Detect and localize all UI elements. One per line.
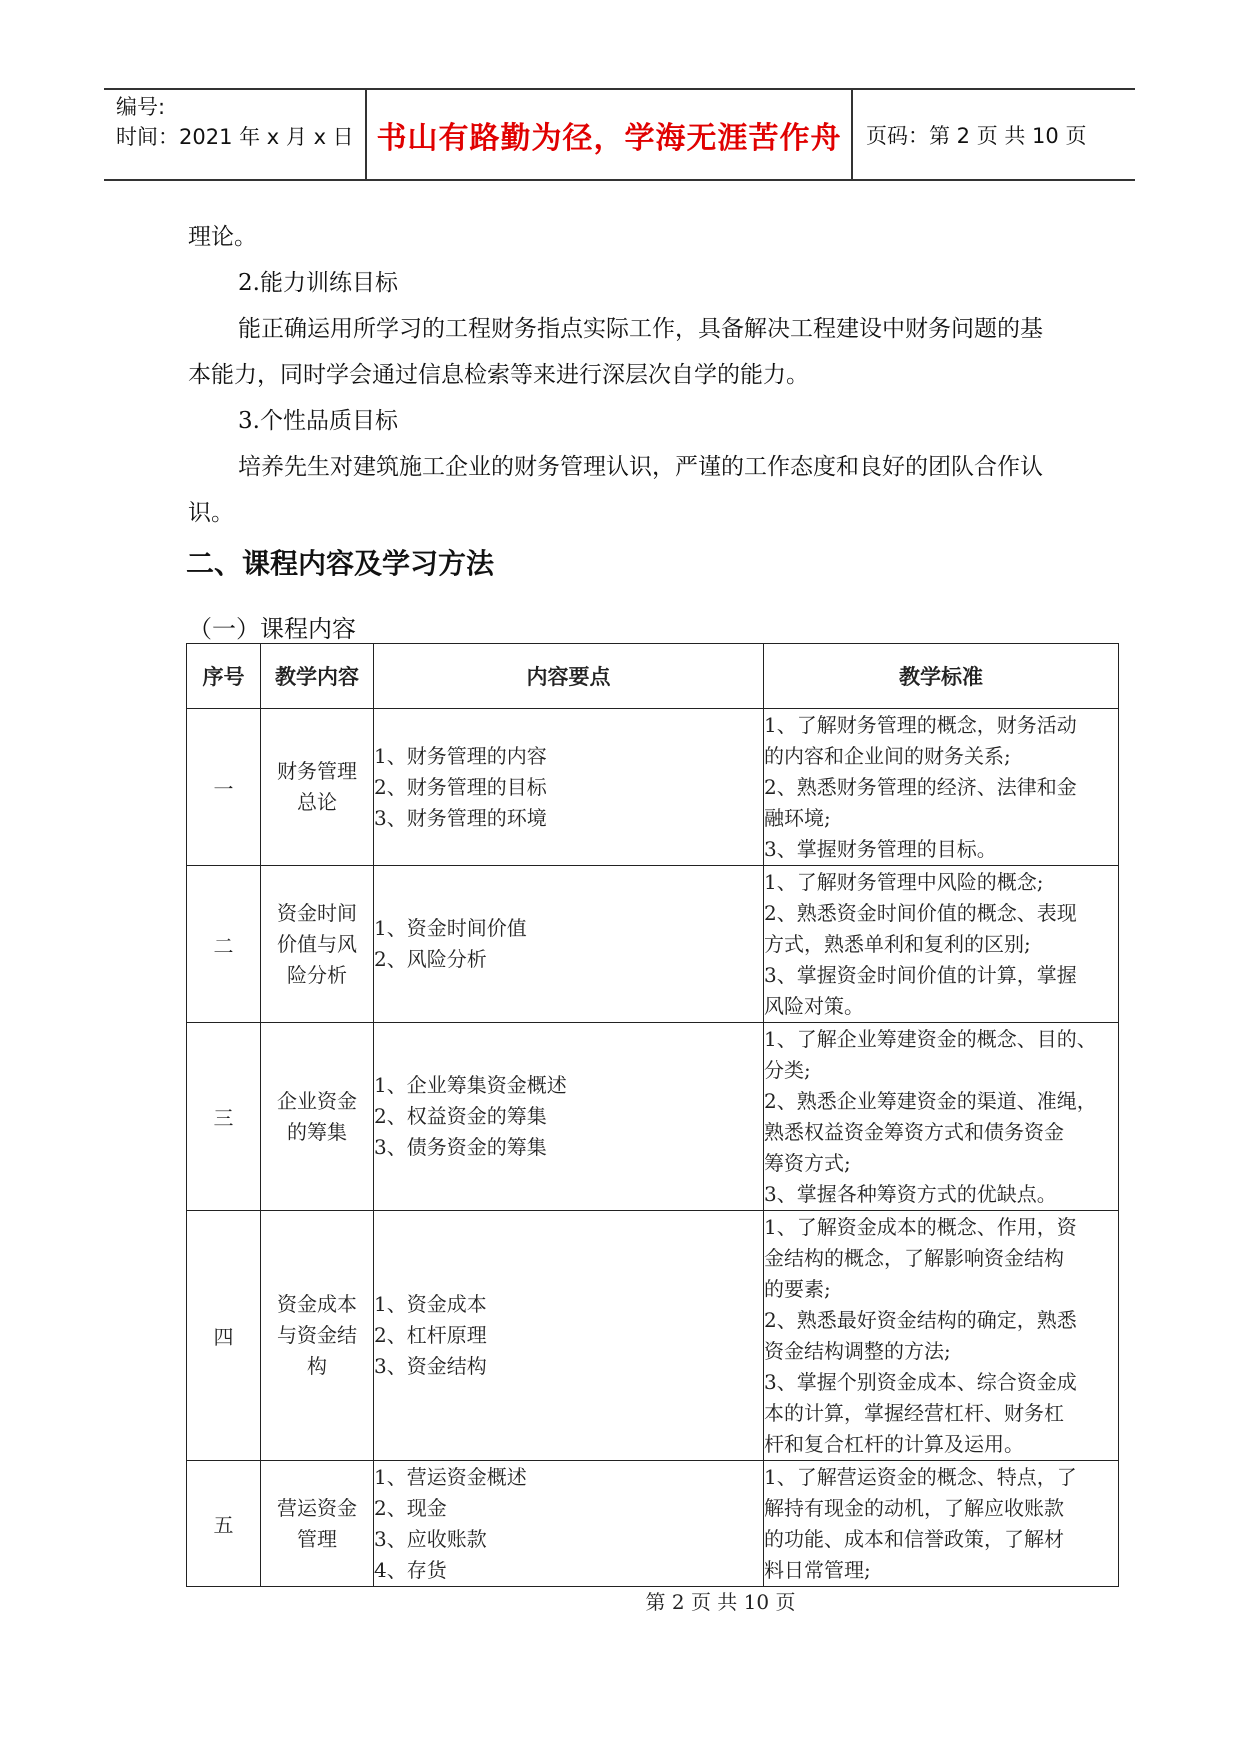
standard-line: 熟悉权益资金筹资方式和债务资金 (764, 1119, 1064, 1144)
row-number: 二 (187, 866, 261, 1023)
table-row (187, 1211, 1119, 1461)
standard-line: 风险对策。 (764, 993, 864, 1018)
standard-line: 1、了解企业筹建资金的概念、目的、 (764, 1026, 1097, 1051)
row-standards (764, 1023, 1119, 1211)
row-standards (764, 709, 1119, 866)
point-line: 4、存货 (374, 1557, 447, 1582)
standard-line: 解持有现金的动机，了解应收账款 (764, 1495, 1064, 1520)
point-line: 2、财务管理的目标 (374, 774, 547, 799)
row-number: 一 (187, 709, 261, 866)
topic-line: 资金成本 (277, 1292, 357, 1316)
standard-line: 的内容和企业间的财务关系; (764, 743, 1011, 768)
standard-line: 筹资方式; (764, 1150, 851, 1175)
paragraph-heading: 3.个性品质目标 (238, 408, 398, 434)
row-number: 三 (187, 1023, 261, 1211)
row-points (374, 709, 764, 866)
standard-line: 1、了解财务管理的概念，财务活动 (764, 712, 1077, 737)
column-header: 内容要点 (374, 644, 764, 709)
topic-line: 企业资金 (277, 1088, 357, 1113)
standard-line: 本的计算，掌握经营杠杆、财务杠 (764, 1400, 1064, 1425)
standard-line: 1、了解资金成本的概念、作用，资 (764, 1214, 1077, 1239)
topic-line: 险分析 (287, 962, 347, 987)
standard-line: 融环境; (764, 805, 831, 830)
topic-line: 营运资金 (277, 1495, 357, 1520)
serial-label: 编号: (116, 95, 166, 119)
standard-line: 3、掌握财务管理的目标。 (764, 836, 997, 861)
standard-line: 3、掌握各种筹资方式的优缺点。 (764, 1181, 1057, 1206)
paragraph: 培养先生对建筑施工企业的财务管理认识，严谨的工作态度和良好的团队合作认识。 (188, 454, 1043, 526)
topic-line: 财务管理 (277, 759, 357, 783)
row-number: 五 (187, 1461, 261, 1587)
point-line: 1、资金成本 (374, 1292, 487, 1316)
page-header (104, 88, 1135, 181)
header-page-label: 页码：第 2 页 共 10 页 (866, 123, 1087, 148)
point-line: 2、现金 (374, 1495, 447, 1520)
topic-line: 构 (307, 1354, 327, 1378)
paragraph: 理论。 (188, 224, 257, 250)
point-line: 1、营运资金概述 (374, 1464, 527, 1489)
point-line: 1、财务管理的内容 (374, 743, 547, 768)
header-info (116, 92, 354, 152)
standard-line: 2、熟悉资金时间价值的概念、表现 (764, 900, 1077, 925)
row-topic (261, 866, 374, 1023)
standard-line: 3、掌握资金时间价值的计算，掌握 (764, 962, 1077, 987)
standard-line: 杆和复合杠杆的计算及运用。 (764, 1431, 1024, 1456)
topic-line: 资金时间 (277, 900, 357, 925)
point-line: 2、权益资金的筹集 (374, 1104, 547, 1128)
row-standards (764, 1211, 1119, 1461)
paragraph-heading: 2.能力训练目标 (238, 270, 398, 296)
header-divider (851, 90, 853, 179)
row-topic (261, 709, 374, 866)
header-motto: 书山有路勤为径，学海无涯苦作舟 (376, 120, 842, 156)
standard-line: 1、了解财务管理中风险的概念; (764, 869, 1044, 894)
standard-line: 的功能、成本和信誉政策，了解材 (764, 1526, 1064, 1551)
section-title: 二、课程内容及学习方法 (186, 547, 495, 580)
row-standards (764, 1461, 1119, 1587)
row-standards (764, 866, 1119, 1023)
row-points (374, 1211, 764, 1461)
standard-line: 2、熟悉最好资金结构的确定，熟悉 (764, 1307, 1077, 1332)
standard-line: 2、熟悉财务管理的经济、法律和金 (764, 774, 1077, 799)
column-header: 序号 (187, 644, 261, 709)
topic-line: 价值与风 (277, 931, 357, 956)
topic-line: 总论 (297, 790, 337, 814)
standard-line: 的要素; (764, 1276, 831, 1301)
column-header: 教学标准 (764, 644, 1119, 709)
point-line: 2、杠杆原理 (374, 1323, 487, 1347)
column-header: 教学内容 (261, 644, 374, 709)
point-line: 3、应收账款 (374, 1526, 487, 1551)
table-row (187, 1461, 1119, 1587)
standard-line: 金结构的概念，了解影响资金结构 (764, 1245, 1064, 1270)
row-points (374, 866, 764, 1023)
topic-line: 与资金结 (277, 1323, 357, 1347)
point-line: 3、债务资金的筹集 (374, 1135, 547, 1159)
point-line: 2、风险分析 (374, 947, 487, 971)
row-number: 四 (187, 1211, 261, 1461)
standard-line: 3、掌握个别资金成本、综合资金成 (764, 1369, 1077, 1394)
standard-line: 方式，熟悉单利和复利的区别; (764, 931, 1031, 956)
standard-line: 资金结构调整的方法; (764, 1338, 951, 1363)
point-line: 3、财务管理的环境 (374, 805, 547, 830)
table-row (187, 709, 1119, 866)
time-label: 时间：2021 年 x 月 x 日 (116, 125, 354, 149)
standard-line: 料日常管理; (764, 1557, 871, 1582)
row-topic (261, 1023, 374, 1211)
table-header-row (187, 644, 1119, 709)
row-topic (261, 1461, 374, 1587)
page-footer: 第 2 页 共 10 页 (645, 1590, 796, 1614)
point-line: 1、资金时间价值 (374, 916, 527, 940)
row-points (374, 1023, 764, 1211)
row-points (374, 1461, 764, 1587)
topic-line: 管理 (297, 1526, 337, 1551)
standard-line: 1、了解营运资金的概念、特点，了 (764, 1464, 1077, 1489)
subsection-title: （一）课程内容 (188, 615, 356, 643)
standard-line: 2、熟悉企业筹建资金的渠道、准绳， (764, 1088, 1097, 1113)
table-row (187, 866, 1119, 1023)
point-line: 3、资金结构 (374, 1354, 487, 1378)
topic-line: 的筹集 (287, 1119, 347, 1144)
standard-line: 分类; (764, 1057, 811, 1082)
course-content-table (186, 643, 1119, 1587)
table-row (187, 1023, 1119, 1211)
row-topic (261, 1211, 374, 1461)
paragraph: 能正确运用所学习的工程财务指点实际工作，具备解决工程建设中财务问题的基本能力，同时学会通过信息检索等来进行深层次自学的能力。 (188, 316, 1043, 388)
point-line: 1、企业筹集资金概述 (374, 1073, 567, 1097)
